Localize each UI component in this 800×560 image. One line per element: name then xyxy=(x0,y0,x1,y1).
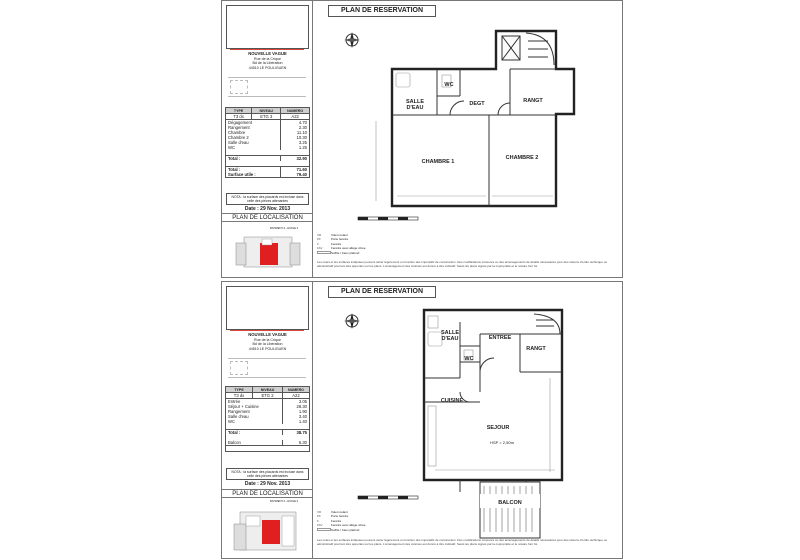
room-label-entree: ENTREE xyxy=(488,335,512,341)
company-address xyxy=(222,333,313,351)
legend xyxy=(317,510,366,532)
room-label-wc: WC xyxy=(464,356,474,362)
floor-plan-lower xyxy=(340,282,624,560)
spec-header-niveau: NIVEAU xyxy=(253,387,283,393)
legend-item: FAV Fenêtre avec allège vitrée xyxy=(317,523,366,528)
company-name: NOUVELLE VAGUE xyxy=(248,51,287,56)
highlighted-unit xyxy=(262,520,280,544)
plan-date: Date : 29 Nov. 2013 xyxy=(244,206,291,212)
red-divider xyxy=(230,330,304,331)
spec-header-numero: NUMERO xyxy=(282,387,309,393)
spec-numero: A22 xyxy=(281,114,310,120)
title-block xyxy=(222,1,313,277)
localisation-title: PLAN DE LOCALISATION xyxy=(222,213,313,222)
spec-type: T3 dx xyxy=(226,393,253,399)
room-row: WC 1.40 xyxy=(226,419,310,424)
plan-sheet-upper xyxy=(221,0,623,278)
architect-logo-mark xyxy=(230,361,248,375)
room-row: WC 1.25 xyxy=(226,145,310,150)
legend-item: F Fenêtre xyxy=(317,518,342,523)
room-label-salle-2: D'EAU xyxy=(441,336,459,342)
plan-sheet-lower xyxy=(221,281,623,559)
compass-icon xyxy=(344,313,360,329)
company-street: Rue de la Crique xyxy=(254,56,281,61)
balcony xyxy=(480,482,540,538)
localisation-label: BATIMENT A - ETAGE 3 xyxy=(270,227,299,230)
legend-item: Soffite / Faux plafond xyxy=(317,528,366,532)
architect-logo-mark xyxy=(230,80,248,94)
scale-bar xyxy=(358,496,418,499)
room-row: Chambre 11.10 xyxy=(226,130,310,135)
localisation-title: PLAN DE LOCALISATION xyxy=(222,489,313,498)
plan-title: PLAN DE RESERVATION xyxy=(328,286,436,298)
plan-date: Date : 29 Nov. 2013 xyxy=(244,481,291,487)
spec-header-type: TYPE xyxy=(226,387,253,393)
disclaimer: Les cotes et les surfaces indiquées peuvent varier légèrement en fonction des impératifs de construction. Des modifications mineures ou des aménagements de détails nécessaires pour des raisons d'ordre technique ou administratif pourront être apportés sur les plans. L'aménagement des cuisines est donné à titre indicatif. Seuls les plans signés par la copropriété et le notaire font foi. xyxy=(317,260,608,268)
architect-logo xyxy=(228,77,306,97)
localisation-label: BATIMENT A - ETAGE 2 xyxy=(270,500,299,503)
room-row: Rangement 1.90 xyxy=(226,409,310,414)
room-label-salle: SALLE xyxy=(440,330,460,336)
localisation-map xyxy=(232,500,302,546)
disclaimer: Les cotes et les surfaces indiquées peuvent varier légèrement en fonction des impératifs de construction. Des modifications mineures ou des aménagements de détails nécessaires pour des raisons d'ordre technique ou administratif pourront être apportés sur les plans. L'aménagement des cuisines est donné à titre indicatif. Seuls les plans signés par la copropriété et le notaire font foi. xyxy=(317,538,608,546)
total-row: Total : 32.90 xyxy=(226,156,310,162)
room-row: Entrée 3.05 xyxy=(226,399,310,405)
legend-item: PF Porte fenêtre xyxy=(317,514,349,519)
localisation-map-svg xyxy=(232,229,302,269)
spec-header-numero: NUMERO xyxy=(281,108,310,114)
nota-box: NOTA : la surface des placards est incluse dans celle des pièces attenantes xyxy=(226,468,309,480)
legend-item: F Fenêtre xyxy=(317,241,342,246)
plan-title: PLAN DE RESERVATION xyxy=(328,5,436,17)
localisation-map xyxy=(232,229,302,269)
company-boulevard: Bd de la Libération xyxy=(252,342,283,347)
red-divider xyxy=(230,49,304,50)
surface-utile-row: Surface utile : 79.40 xyxy=(226,172,310,178)
company-city: 44510 LE POULIGUEN xyxy=(248,346,287,351)
logo-placeholder xyxy=(226,5,309,49)
nota-box: NOTA : la surface des placards est incluse dans celle des pièces attenantes xyxy=(226,193,309,205)
logo-placeholder xyxy=(226,286,309,330)
spec-header-niveau: NIVEAU xyxy=(252,108,281,114)
legend-item: PF Porte fenêtre xyxy=(317,237,349,242)
spec-niveau: ETG 2 xyxy=(253,393,283,399)
legend xyxy=(317,233,366,255)
room-label-balcon: BALCON xyxy=(498,500,522,506)
room-label-salle: SALLE xyxy=(405,99,425,105)
scale-bar xyxy=(358,217,418,220)
ceiling-height: HSP = 2,50m xyxy=(490,440,514,445)
company-street: Rue de la Crique xyxy=(254,337,281,342)
highlighted-unit xyxy=(260,243,278,265)
room-label-chambre-2: CHAMBRE 2 xyxy=(505,155,539,161)
localisation-map-svg xyxy=(232,506,302,552)
company-name: NOUVELLE VAGUE xyxy=(248,332,287,337)
legend-item: FAV Fenêtre avec allège vitrée xyxy=(317,246,366,251)
room-label-chambre-1: CHAMBRE 1 xyxy=(421,159,455,165)
compass-icon xyxy=(344,32,360,48)
room-row: Dégagement 4.70 xyxy=(226,120,310,126)
room-label-degt: DEGT xyxy=(469,101,485,107)
company-address xyxy=(222,52,313,70)
room-label-cuisine: CUISINE xyxy=(440,398,464,404)
total-row: Total : 38.75 xyxy=(226,430,310,436)
spec-table xyxy=(225,107,310,178)
company-boulevard: Bd de la Libération xyxy=(252,61,283,66)
spec-niveau: ETG 3 xyxy=(252,114,281,120)
legend-item: VR Volet roulant xyxy=(317,233,348,237)
spec-type: T3 dx xyxy=(226,114,252,120)
legend-item: VR Volet roulant xyxy=(317,510,348,514)
floor-plan-upper xyxy=(340,1,624,279)
room-row: Salle d'eau 3.40 xyxy=(226,414,310,419)
company-city: 44510 LE POULIGUEN xyxy=(248,65,287,70)
title-block xyxy=(222,282,313,558)
grand-total-row: Total : 71.60 xyxy=(226,167,310,173)
room-label-wc: WC xyxy=(444,82,454,88)
room-label-salle-2: D'EAU xyxy=(406,105,424,111)
spec-header-type: TYPE xyxy=(226,108,252,114)
room-label-rangt: RANGT xyxy=(526,346,546,352)
architect-logo xyxy=(228,358,306,378)
room-row: Salle d'eau 3.25 xyxy=(226,140,310,145)
room-row: Rangement 2.30 xyxy=(226,125,310,130)
room-row: Séjour + Cuisine 28.30 xyxy=(226,404,310,409)
room-row: Chambre 2 10.30 xyxy=(226,135,310,140)
balcon-row: Balcon 5.30 xyxy=(226,440,310,446)
room-label-sejour: SEJOUR xyxy=(486,425,510,431)
legend-item: Soffite / Faux plafond xyxy=(317,251,366,255)
room-label-rangt: RANGT xyxy=(523,98,543,104)
spec-numero: A22 xyxy=(282,393,309,399)
spec-table xyxy=(225,386,310,452)
